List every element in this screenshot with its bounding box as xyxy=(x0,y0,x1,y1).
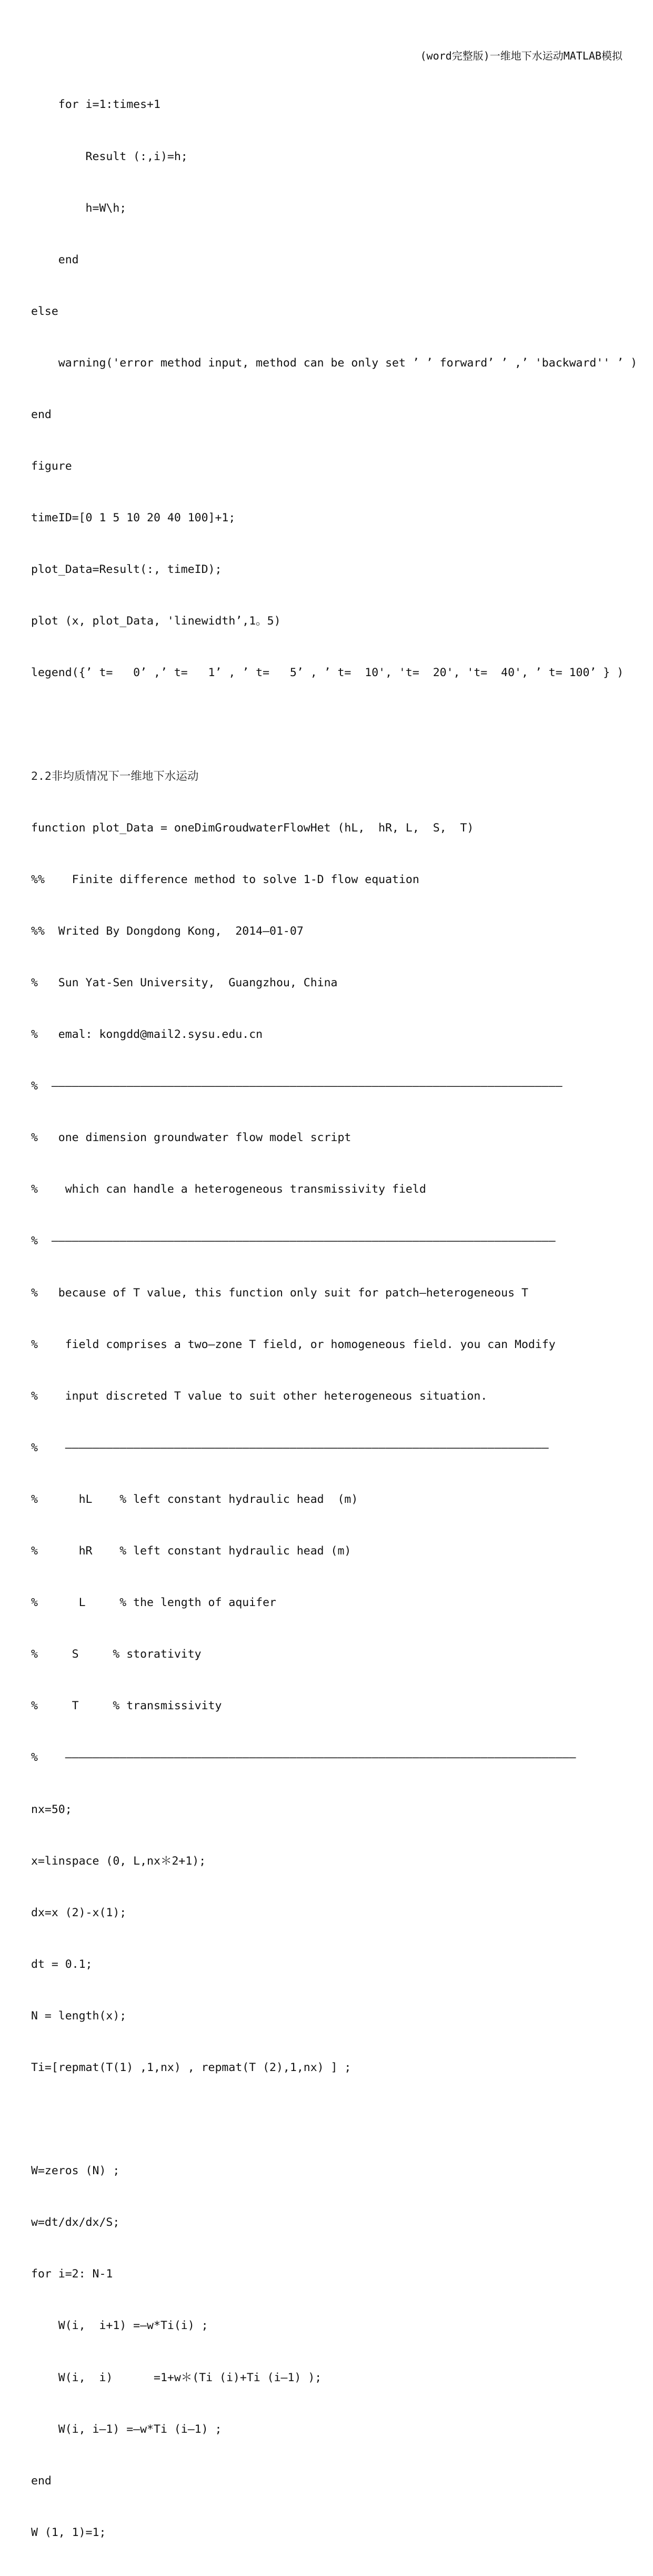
comment-line: % because of T value, this function only suit for patch—heterogeneous T xyxy=(31,1286,528,1300)
blank-line xyxy=(31,2111,632,2128)
code-line: Result (:,i)=h; xyxy=(31,150,188,163)
code-line: legend({’ t= 0’ ,’ t= 1’ , ’ t= 5’ , ’ t= 10', 't= 20', 't= 40', ’ t= 100’ } ) xyxy=(31,666,624,680)
code-line: plot (x, plot_Data, 'linewidth’,1。5) xyxy=(31,615,281,628)
code-line: end xyxy=(31,408,52,421)
section-heading: 2.2非均质情况下一维地下水运动 xyxy=(31,769,199,783)
code-line: dx=x (2)-x(1); xyxy=(31,1906,127,1919)
blank-line xyxy=(31,717,632,734)
comment-divider: % —————————————————————————————————————————————————————————————————————————— xyxy=(31,1234,556,1248)
code-line: function plot_Data = oneDimGroudwaterFlowHet (hL, hR, L, S, T) xyxy=(31,821,474,835)
code-line: end xyxy=(31,2474,52,2488)
comment-line: %% Writed By Dongdong Kong, 2014—01-07 xyxy=(31,924,304,938)
code-line: W (1, 1)=1; xyxy=(31,2525,106,2539)
comment-line: % field comprises a two—zone T field, or homogeneous field. you can Modify xyxy=(31,1337,556,1351)
comment-line: % emal: kongdd@mail2.sysu.edu.cn xyxy=(31,1028,263,1042)
code-line: warning('error method input, method can be only set ’ ’ forward’ ’ ,’ 'backward'' ’ ) xyxy=(31,356,638,370)
code-line: else xyxy=(31,304,58,318)
page-header: (word完整版)一维地下水运动MATLAB模拟 xyxy=(420,49,622,62)
code-line: N = length(x); xyxy=(31,2009,127,2023)
code-line: Ti=[repmat(T(1) ,1,nx) , repmat(T (2),1,nx) ] ; xyxy=(31,2060,351,2074)
code-listing xyxy=(31,62,638,2576)
code-line: W(i, i) =1+w＊(Ti (i)+Ti (i—1) ); xyxy=(31,2371,322,2384)
comment-line: % hL % left constant hydraulic head (m) xyxy=(31,1492,358,1506)
comment-line: % which can handle a heterogeneous transmissivity field xyxy=(31,1183,426,1196)
code-line: figure xyxy=(31,460,72,473)
code-line: dt = 0.1; xyxy=(31,1957,93,1971)
code-line: end xyxy=(31,253,79,266)
comment-line: % L % the length of aquifer xyxy=(31,1596,276,1610)
code-line: W(i, i—1) =—w*Ti (i—1) ; xyxy=(31,2422,222,2436)
comment-line: %% Finite difference method to solve 1-D flow equation xyxy=(31,873,419,886)
comment-line: % hR % left constant hydraulic head (m) xyxy=(31,1544,351,1558)
code-line: timeID=[0 1 5 10 20 40 100]+1; xyxy=(31,511,236,525)
comment-line: % S % storativity xyxy=(31,1648,202,1661)
code-line: h=W\h; xyxy=(31,201,127,215)
comment-line: % input discreted T value to suit other heterogeneous situation. xyxy=(31,1389,488,1403)
comment-divider: % ——————————————————————————————————————————————————————————————————————————— xyxy=(31,1079,562,1093)
code-line: W(i, i+1) =—w*Ti(i) ; xyxy=(31,2319,208,2333)
code-line: for i=1:times+1 xyxy=(31,98,160,112)
code-line: W=zeros (N) ; xyxy=(31,2164,120,2178)
code-line: x=linspace (0, L,nx＊2+1); xyxy=(31,1854,206,1868)
comment-line: % Sun Yat-Sen University, Guangzhou, China xyxy=(31,976,338,989)
code-line: plot_Data=Result(:, timeID); xyxy=(31,563,222,577)
comment-divider: % ——————————————————————————————————————————————————————————————————————————— xyxy=(31,1751,576,1765)
code-line: w=dt/dx/dx/S; xyxy=(31,2216,120,2230)
comment-line: % T % transmissivity xyxy=(31,1699,222,1713)
code-line: nx=50; xyxy=(31,1802,72,1816)
comment-divider: % ——————————————————————————————————————————————————————————————————————— xyxy=(31,1441,549,1454)
code-line: for i=2: N-1 xyxy=(31,2267,113,2281)
comment-line: % one dimension groundwater flow model script xyxy=(31,1131,351,1145)
